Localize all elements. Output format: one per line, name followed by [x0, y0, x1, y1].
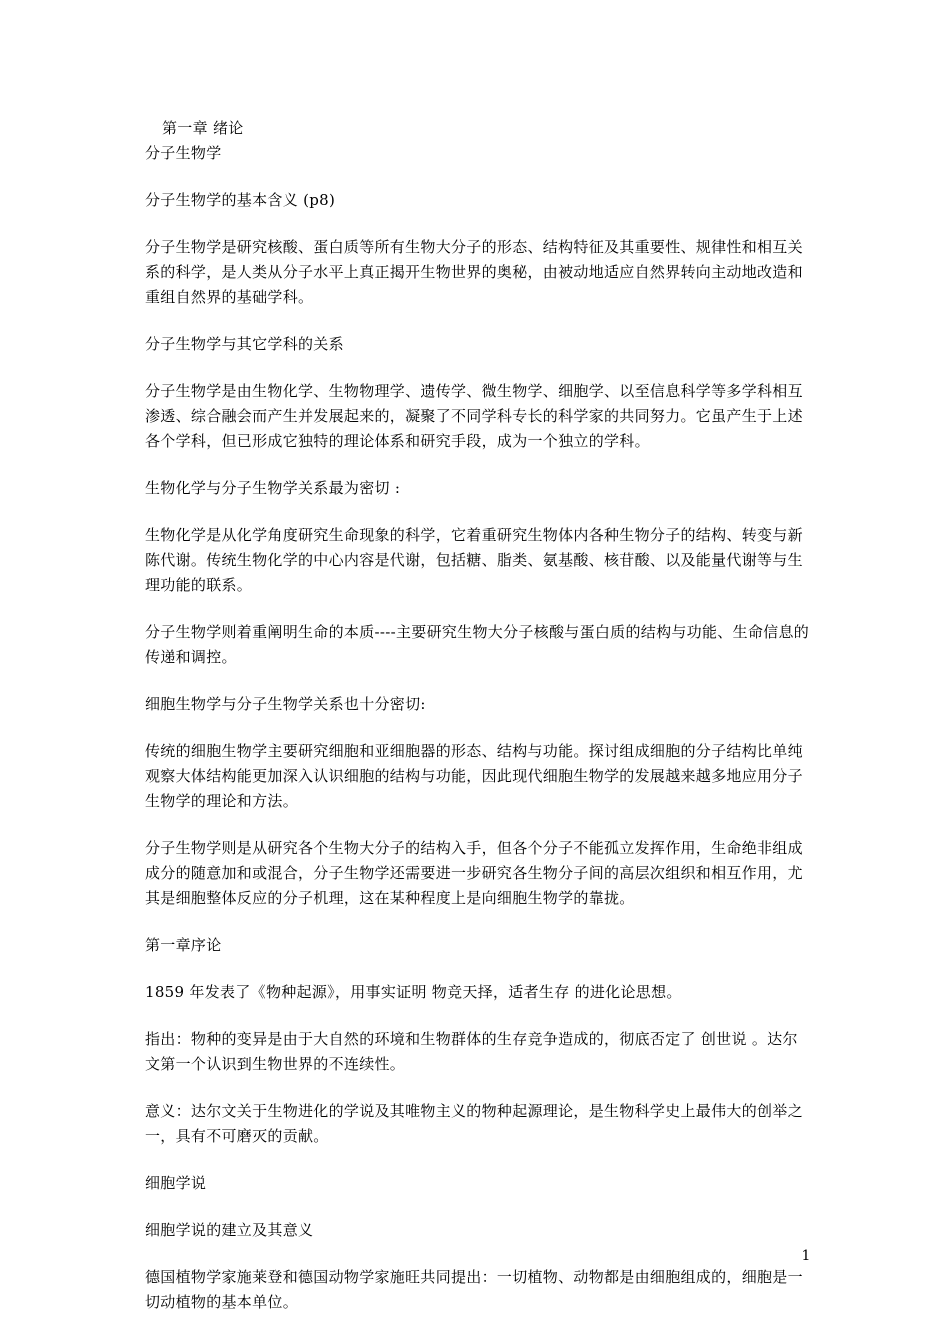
- paragraph-15: 细胞学说: [145, 1174, 207, 1192]
- paragraph-14: 意义：达尔文关于生物进化的学说及其唯物主义的物种起源理论，是生物科学史上最伟大的创举之一，具有不可磨灭的贡献。: [145, 1102, 803, 1145]
- paragraph-6: 生物化学是从化学角度研究生命现象的科学，它着重研究生物体内各种生物分子的结构、转变与新陈代谢。传统生物化学的中心内容是代谢，包括糖、脂类、氨基酸、核苷酸、以及能量代谢等与生理功能的联系。: [145, 526, 803, 594]
- paragraph-17: 德国植物学家施莱登和德国动物学家施旺共同提出：一切植物、动物都是由细胞组成的，细胞是一切动植物的基本单位。: [145, 1268, 803, 1311]
- paragraph-12: 1859 年发表了《物种起源》，用事实证明 物竞天择，适者生存 的进化论思想。: [145, 983, 682, 1001]
- paragraph-8: 细胞生物学与分子生物学关系也十分密切:: [145, 695, 426, 713]
- paragraph-3: 分子生物学与其它学科的关系: [145, 335, 344, 353]
- paragraph-10: 分子生物学则是从研究各个生物大分子的结构入手，但各个分子不能孤立发挥作用，生命绝非组成成分的随意加和或混合，分子生物学还需要进一步研究各生物分子间的高层次组织和相互作用，尤其是细胞整体反应的分子机理，这在某种程度上是向细胞生物学的靠拢。: [145, 839, 803, 907]
- paragraph-7: 分子生物学则着重阐明生命的本质----主要研究生物大分子核酸与蛋白质的结构与功能、生命信息的传递和调控。: [145, 623, 810, 666]
- paragraph-11: 第一章序论: [145, 936, 222, 954]
- chapter-heading: 第一章 绪论: [162, 119, 244, 137]
- section-heading: 分子生物学: [145, 144, 222, 162]
- paragraph-2: 分子生物学是研究核酸、蛋白质等所有生物大分子的形态、结构特征及其重要性、规律性和相互关系的科学，是人类从分子水平上真正揭开生物世界的奥秘，由被动地适应自然界转向主动地改造和重组自然界的基础学科。: [145, 238, 803, 306]
- paragraph-1: 分子生物学的基本含义 (p8): [145, 191, 336, 209]
- paragraph-5: 生物化学与分子生物学关系最为密切 :: [145, 479, 401, 497]
- paragraph-13: 指出：物种的变异是由于大自然的环境和生物群体的生存竞争造成的，彻底否定了 创世说 。达尔文第一个认识到生物世界的不连续性。: [145, 1030, 798, 1073]
- document-body: [145, 116, 810, 1337]
- page-number: 1: [801, 1248, 811, 1264]
- paragraph-9: 传统的细胞生物学主要研究细胞和亚细胞器的形态、结构与功能。探讨组成细胞的分子结构比单纯观察大体结构能更加深入认识细胞的结构与功能，因此现代细胞生物学的发展越来越多地应用分子生物学的理论和方法。: [145, 742, 803, 810]
- paragraph-16: 细胞学说的建立及其意义: [145, 1221, 314, 1239]
- paragraph-4: 分子生物学是由生物化学、生物物理学、遗传学、微生物学、细胞学、以至信息科学等多学科相互渗透、综合融会而产生并发展起来的，凝聚了不同学科专长的科学家的共同努力。它虽产生于上述各个学科，但已形成它独特的理论体系和研究手段，成为一个独立的学科。: [145, 382, 803, 450]
